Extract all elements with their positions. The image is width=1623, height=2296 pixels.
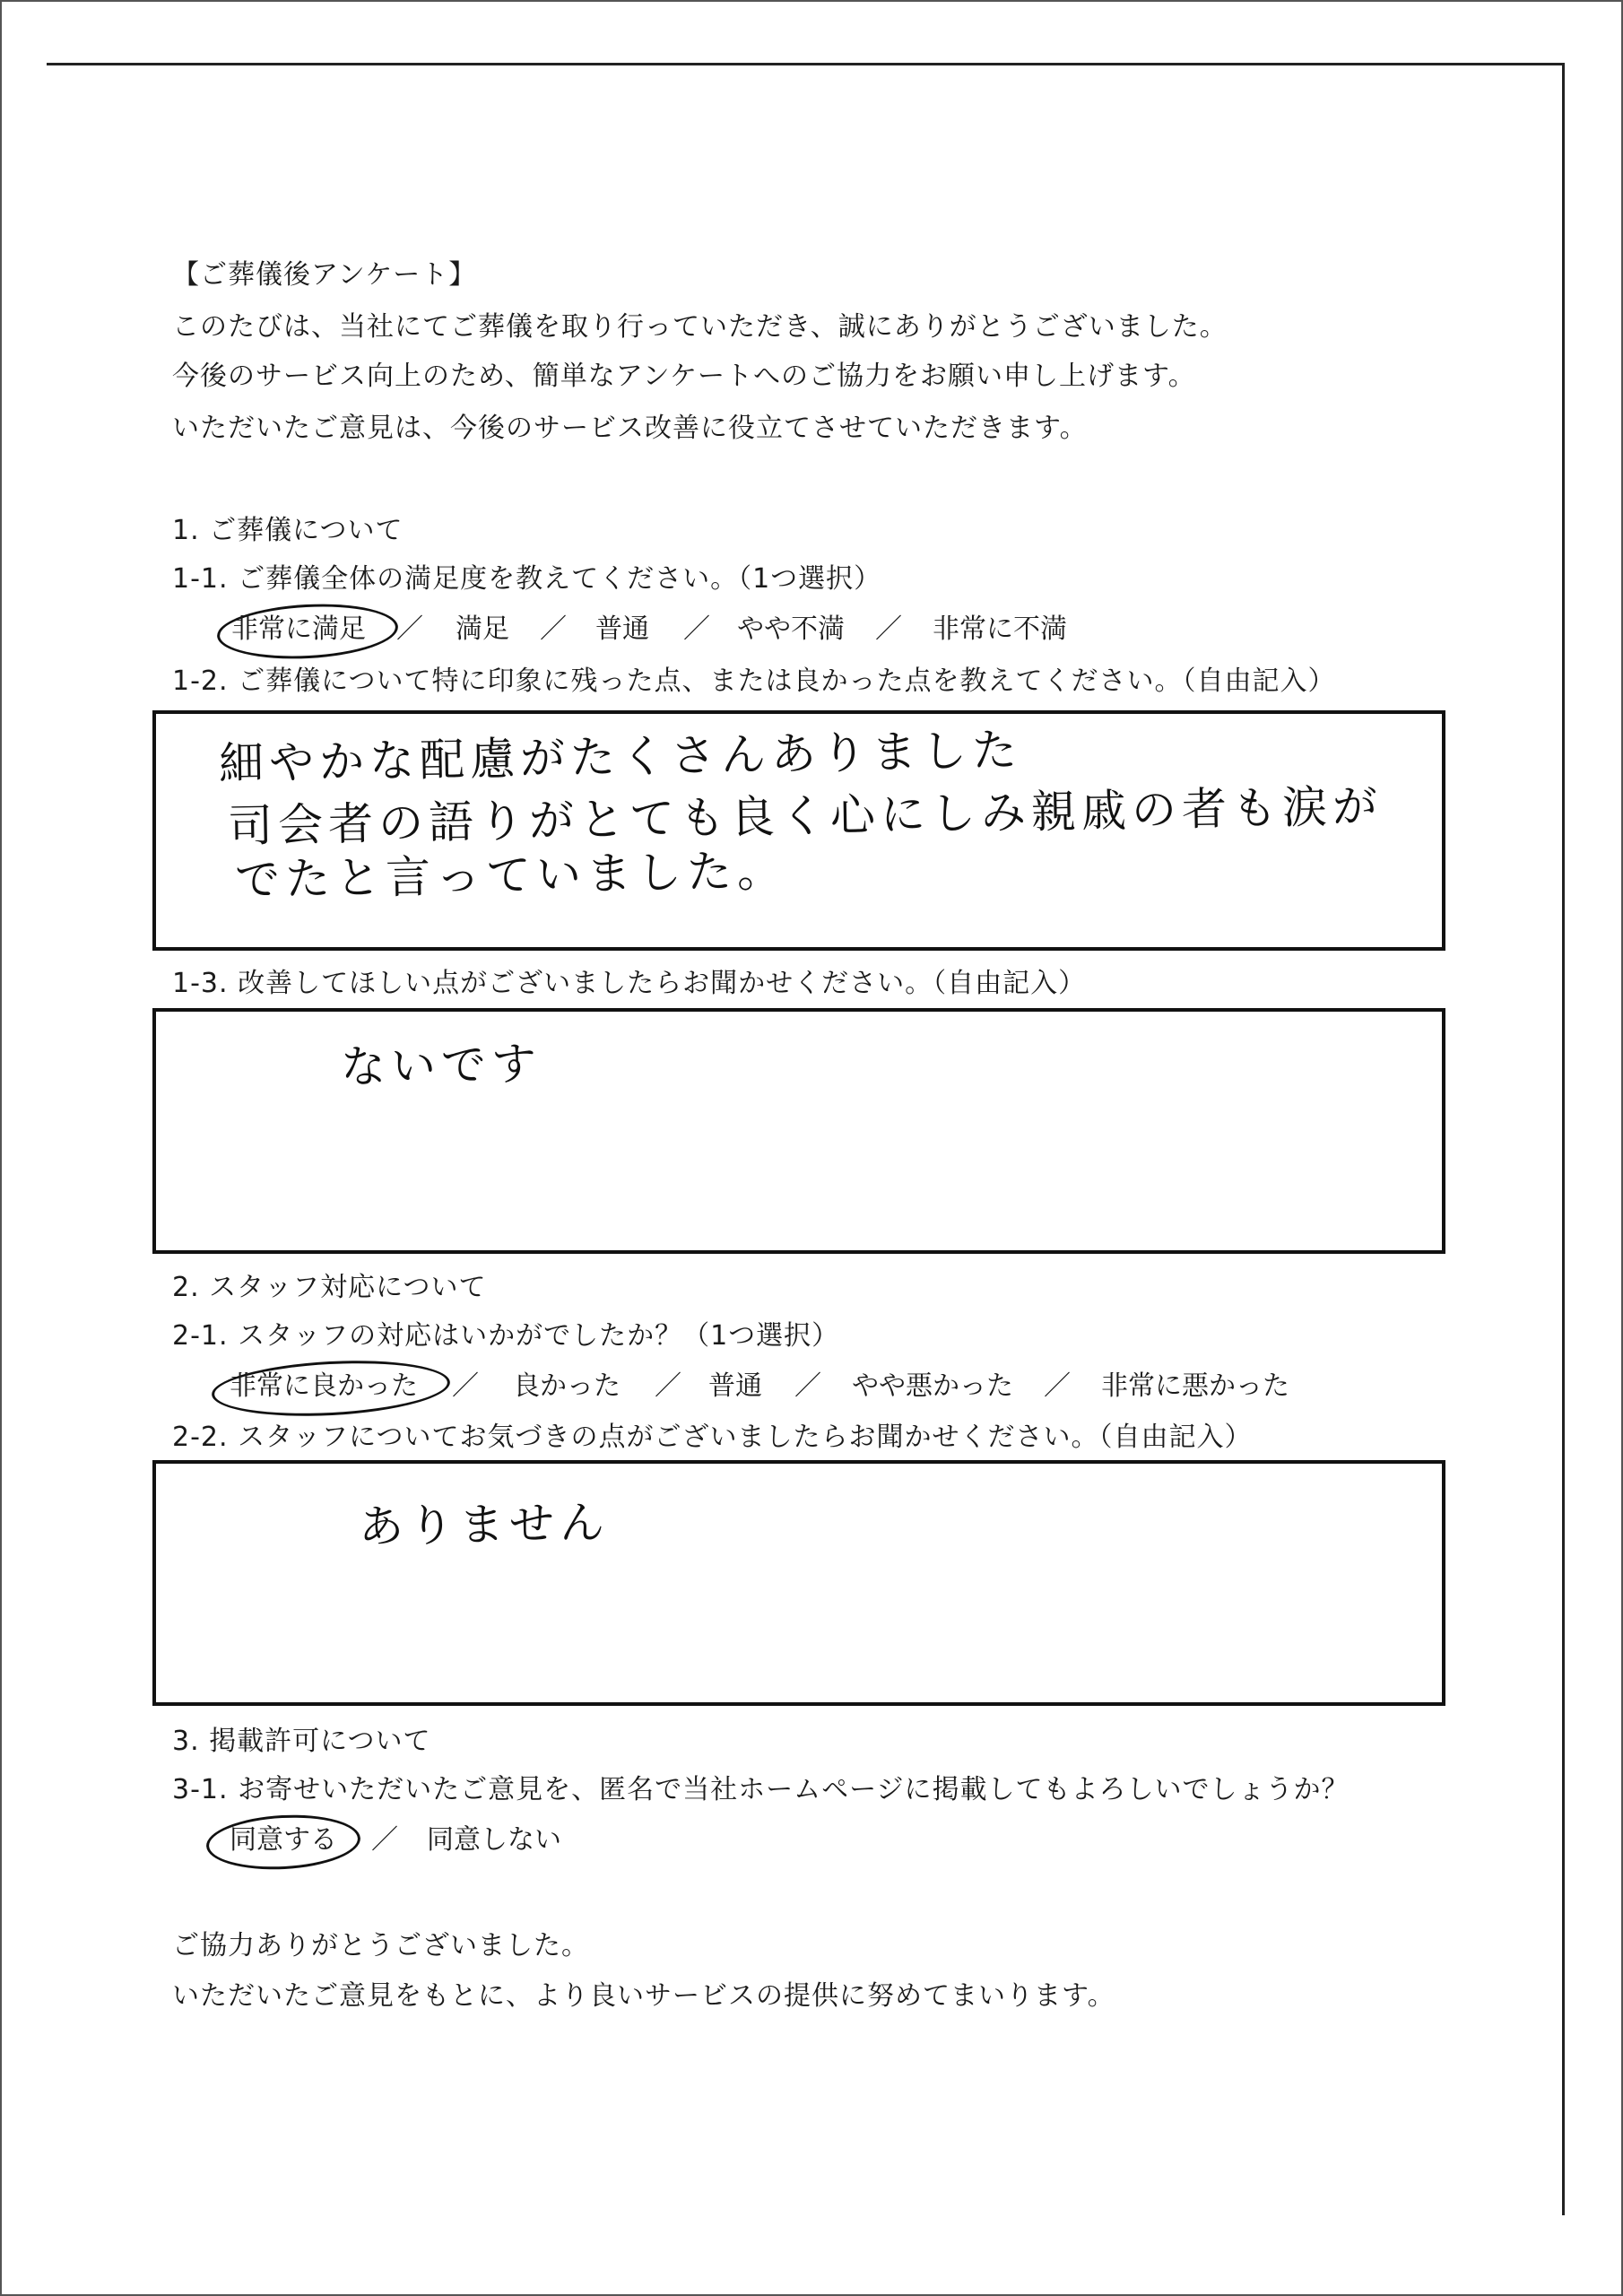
option-normal[interactable]: 普通 — [708, 1370, 762, 1402]
option-agree[interactable]: 同意する — [230, 1824, 337, 1856]
q1-2-label: 1-2. ご葬儀について特に印象に残った点、または良かった点を教えてください。（自由記入） — [172, 665, 1336, 697]
option-separator: ／ — [371, 1824, 398, 1856]
intro-line-3: いただいたご意見は、今後のサービス改善に役立てさせていただきます。 — [172, 413, 1088, 444]
section3-title: 3. 掲載許可について — [172, 1726, 431, 1757]
q1-3-label: 1-3. 改善してほしい点がございましたらお聞かせください。（自由記入） — [172, 968, 1087, 999]
option-very-satisfied[interactable]: 非常に満足 — [231, 613, 366, 645]
q1-2-answer-line-1: 細やかな配慮がたくさんありました — [218, 724, 1023, 790]
closing-line-2: いただいたご意見をもとに、より良いサービスの提供に努めてまいります。 — [172, 1980, 1115, 2012]
q1-2-answer-box[interactable] — [152, 710, 1445, 951]
q1-3-answer-box[interactable] — [152, 1008, 1445, 1254]
q1-2-answer-line-3: でたと言っていました。 — [234, 844, 788, 907]
option-very-good[interactable]: 非常に良かった — [230, 1370, 418, 1402]
q1-2-answer-line-2: 司会者の語りがとても良く心にしみ親戚の者も涙が — [227, 779, 1384, 853]
option-very-bad[interactable]: 非常に悪かった — [1101, 1370, 1289, 1402]
q2-2-label: 2-2. スタッフについてお気づきの点がございましたらお聞かせください。（自由記入） — [172, 1422, 1253, 1453]
option-separator: ／ — [452, 1370, 479, 1402]
option-separator: ／ — [794, 1370, 821, 1402]
option-separator: ／ — [1044, 1370, 1071, 1402]
option-separator: ／ — [655, 1370, 681, 1402]
option-separator: ／ — [875, 613, 902, 645]
section2-title: 2. スタッフ対応について — [172, 1272, 487, 1303]
option-separator: ／ — [396, 613, 423, 645]
option-separator: ／ — [683, 613, 710, 645]
q3-1-label: 3-1. お寄せいただいたご意見を、匿名で当社ホームページに掲載してもよろしいでしょうか？ — [172, 1774, 1350, 1805]
survey-heading: 【ご葬儀後アンケート】 — [172, 259, 477, 291]
scan-right-line — [1562, 63, 1565, 2215]
option-somewhat-bad[interactable]: やや悪かった — [852, 1370, 1013, 1402]
scan-top-line — [47, 63, 1564, 65]
intro-line-2: 今後のサービス向上のため、簡単なアンケートへのご協力をお願い申し上げます。 — [172, 361, 1196, 392]
option-very-dissatisfied[interactable]: 非常に不満 — [933, 613, 1067, 645]
closing-line-1: ご協力ありがとうございました。 — [172, 1930, 589, 1961]
q1-3-answer: ないです — [340, 1038, 542, 1093]
q2-2-answer: ありません — [358, 1496, 611, 1553]
option-normal[interactable]: 普通 — [595, 613, 649, 645]
option-good[interactable]: 良かった — [513, 1370, 621, 1402]
intro-line-1: このたびは、当社にてご葬儀を取り行っていただき、誠にありがとうございました。 — [172, 311, 1228, 343]
option-satisfied[interactable]: 満足 — [456, 613, 509, 645]
q2-1-label: 2-1. スタッフの対応はいかがでしたか？（1つ選択） — [172, 1320, 840, 1352]
section1-title: 1. ご葬儀について — [172, 515, 404, 546]
option-separator: ／ — [540, 613, 567, 645]
q2-2-answer-box[interactable] — [152, 1460, 1445, 1706]
q1-1-label: 1-1. ご葬儀全体の満足度を教えてください。（1つ選択） — [172, 563, 882, 595]
option-disagree[interactable]: 同意しない — [427, 1824, 561, 1856]
option-somewhat-dissatisfied[interactable]: やや不満 — [737, 613, 845, 645]
